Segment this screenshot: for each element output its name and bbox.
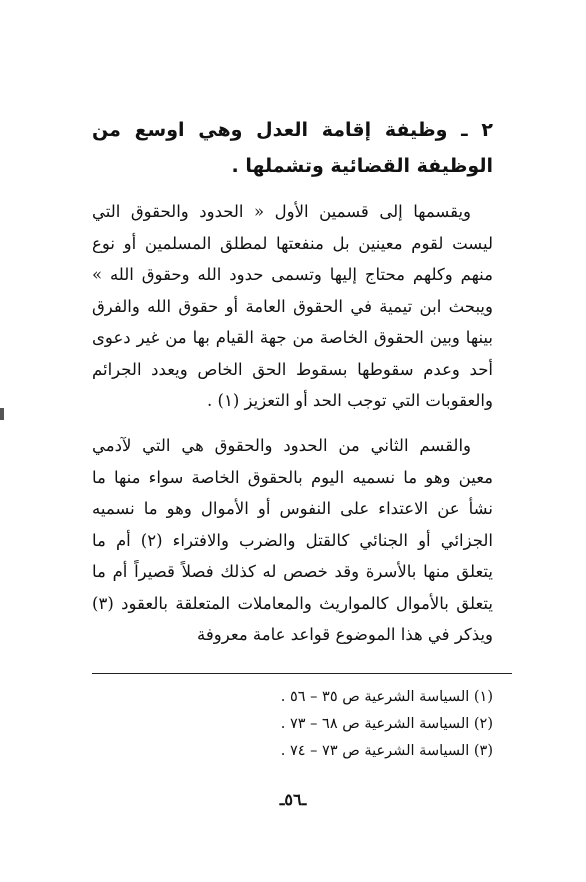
footnote-3: (٣) السياسة الشرعية ص ٧٣ – ٧٤ . bbox=[280, 743, 493, 759]
footnotes-list bbox=[240, 684, 493, 765]
paragraph-2 bbox=[92, 430, 493, 651]
footnote-2: (٢) السياسة الشرعية ص ٦٨ – ٧٣ . bbox=[280, 716, 493, 732]
page-number: ـ٥٦ـ bbox=[279, 790, 307, 809]
paragraph-2-text: والقسم الثاني من الحدود والحقوق هي التي لآدمي معين وهو ما نسميه اليوم بالحقوق الخاصة سواء منها ما نشأ عن الاعتداء على النفوس أو الأموال وهو ما نسميه الجزائي أو الجنائي كالقتل والضرب والافتراء (٢) أم ما يتعلق منها بالأسرة وقد خصص له كذلك فصلاً قصيراً أم ما يتعلق بالأموال كالمواريث والمعاملات المتعلقة بالعقود (٣) ويذكر في هذا الموضوع قواعد عامة معروفة bbox=[92, 436, 493, 644]
paragraph-1 bbox=[92, 196, 493, 417]
section-heading: ٢ ـ وظيفة إقامة العدل وهي اوسع من الوظيفة القضائية وتشملها . bbox=[92, 119, 493, 177]
footnote-separator bbox=[92, 673, 512, 674]
paragraph-1-text: ويقسمها إلى قسمين الأول « الحدود والحقوق التي ليست لقوم معينين بل منفعتها لمطلق المسلمين أو نوع منهم وكلهم محتاج إليها وتسمى حدود الله وحقوق الله » ويبحث ابن تيمية في الحقوق العامة أو حقوق الله والفرق بينها وبين الحقوق الخاصة من جهة القيام بها من غير دعوى أحد وعدم سقوطها بسقوط الحق الخاص ويعدد الجرائم والعقوبات التي توجب الحد أو التعزيز (١) . bbox=[92, 202, 493, 410]
scan-edge-mark bbox=[0, 408, 4, 420]
footnote-1: (١) السياسة الشرعية ص ٣٥ – ٥٦ . bbox=[280, 689, 493, 705]
